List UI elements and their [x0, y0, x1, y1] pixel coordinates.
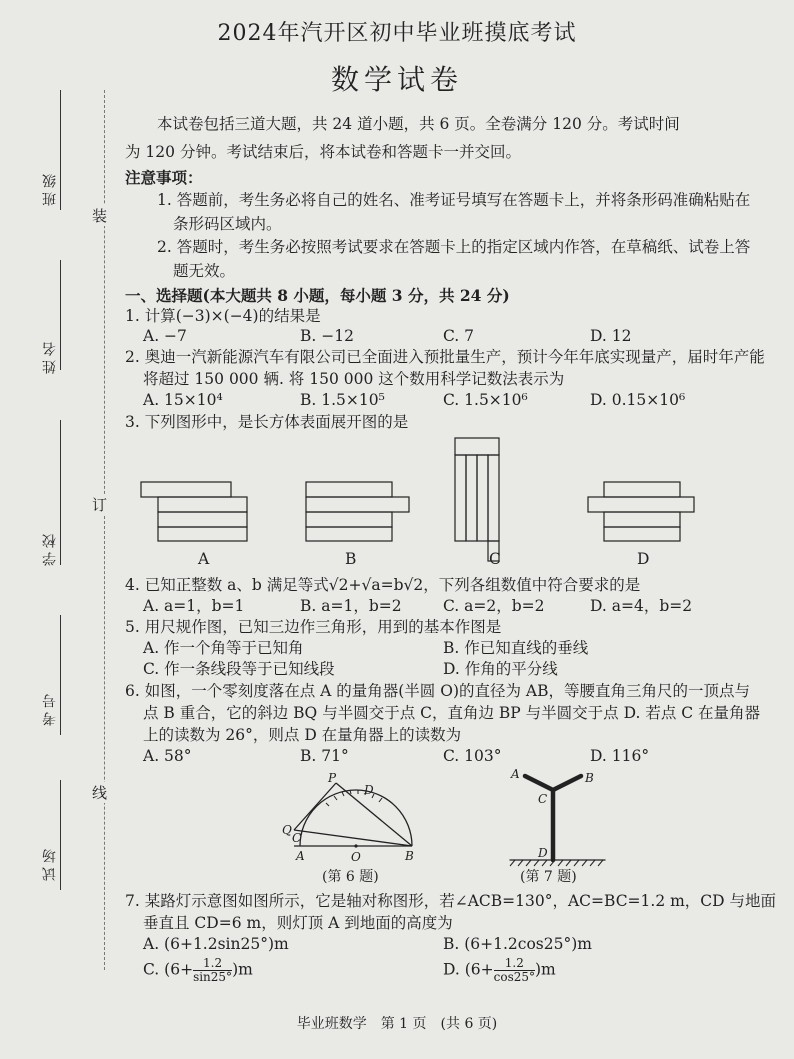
- net-figure-c: [455, 438, 499, 561]
- exam-number-field-line: [60, 615, 61, 735]
- right-angle-side-pq: [294, 783, 336, 830]
- school-label: 学校: [42, 530, 58, 566]
- question-6-option-b: B. 71°: [300, 747, 349, 765]
- question-5-option-d: D. 作角的平分线: [443, 660, 558, 678]
- binding-word-ding: 订: [92, 496, 108, 514]
- question-7-option-a: A. (6+1.2sin25°)m: [143, 935, 289, 953]
- question-2-option-a: A. 15×10⁴: [143, 391, 223, 409]
- question-5-option-b: B. 作已知直线的垂线: [443, 639, 589, 657]
- question-4-option-a: A. a=1，b=1: [143, 597, 245, 615]
- figure-6-label-o: O: [351, 850, 361, 864]
- question-2-option-b: B. 1.5×10⁵: [300, 391, 385, 409]
- class-label: 班级: [42, 170, 58, 206]
- center-point-o: [354, 844, 357, 847]
- question-3-label-a: A: [198, 550, 210, 568]
- figure-6-label-d: D: [364, 783, 374, 797]
- intro-line-1: 本试卷包括三道大题，共 24 道小题，共 6 页。全卷满分 120 分。考试时间: [157, 115, 680, 133]
- exam-room-field-line: [60, 780, 61, 890]
- question-5-option-a: A. 作一个角等于已知角: [143, 639, 304, 657]
- semicircle-arc: [300, 790, 412, 846]
- figure-6-protractor: [276, 770, 426, 870]
- exam-number-label: 考号: [42, 690, 58, 726]
- figure-6-label-q: Q: [282, 823, 292, 837]
- net-figure-d: [588, 482, 694, 541]
- note-1-line-2: 条形码区域内。: [173, 215, 282, 233]
- intro-line-2: 为 120 分钟。考试结束后，将本试卷和答题卡一并交回。: [125, 143, 521, 161]
- question-2-option-d: D. 0.15×10⁶: [590, 391, 686, 409]
- figure-6-label-c: C: [292, 831, 302, 845]
- question-7-option-c: C. (6+ $\frac{1.2}{\sin 25^\circ}$ )m: [143, 956, 253, 984]
- net-figure-b: [306, 482, 409, 541]
- name-field-line: [60, 260, 61, 370]
- question-4-option-d: D. a=4，b=2: [590, 597, 693, 615]
- figure-7-label-a: A: [511, 767, 520, 781]
- figure-7-caption: (第 7 题): [520, 869, 577, 885]
- name-label: 姓名: [42, 338, 58, 374]
- figure-7-label-c: C: [538, 792, 548, 806]
- question-3-label-d: D: [637, 550, 650, 568]
- question-3-label-c: C: [489, 550, 501, 568]
- question-2-line-2: 将超过 150 000 辆. 将 150 000 这个数用科学记数法表示为: [143, 370, 565, 388]
- figure-6-label-a: A: [296, 849, 305, 863]
- lamp-arm-ac: [525, 776, 553, 790]
- lamp-arm-bc: [553, 776, 581, 790]
- figure-6-label-p: P: [328, 771, 337, 785]
- figure-7-street-lamp: [505, 766, 610, 871]
- section-1-heading: 一、选择题(本大题共 8 小题，每小题 3 分，共 24 分): [125, 286, 510, 305]
- school-field-line: [60, 420, 61, 565]
- question-4-stem: 4. 已知正整数 a、b 满足等式√2+√a=b√2，下列各组数值中符合要求的是: [125, 576, 641, 594]
- question-6-line-3: 上的读数为 26°，则点 D 在量角器上的读数为: [143, 726, 462, 744]
- question-3-stem: 3. 下列图形中，是长方体表面展开图的是: [125, 413, 409, 431]
- question-6-option-d: D. 116°: [590, 747, 650, 765]
- question-6-line-1: 6. 如图，一个零刻度落在点 A 的量角器(半圆 O)的直径为 AB，等腰直角三角尺的一顶点与: [125, 682, 751, 700]
- question-7-line-2: 垂直且 CD=6 m，则灯顶 A 到地面的高度为: [143, 914, 453, 932]
- note-2-line-2: 题无效。: [173, 262, 236, 280]
- question-7-option-b: B. (6+1.2cos25°)m: [443, 935, 592, 953]
- figure-7-label-b: B: [585, 771, 594, 785]
- exam-subtitle: 数学试卷: [330, 63, 463, 96]
- exam-room-label: 试场: [42, 845, 58, 881]
- question-1-option-c: C. 7: [443, 327, 475, 345]
- figure-7-label-d: D: [538, 846, 548, 860]
- page-footer: 毕业班数学 第 1 页 (共 6 页): [296, 1016, 498, 1032]
- question-5-stem: 5. 用尺规作图，已知三边作三角形，用到的基本作图是: [125, 618, 502, 636]
- note-2-line-1: 2. 答题时，考生务必按照考试要求在答题卡上的指定区域内作答，在草稿纸、试卷上答: [157, 238, 751, 256]
- net-figure-a: [141, 482, 247, 541]
- question-7-line-1: 7. 某路灯示意图如图所示，它是轴对称图形，若∠ACB=130°，AC=BC=1.2 m，CD 与地面: [125, 892, 777, 910]
- question-1-option-d: D. 12: [590, 327, 632, 345]
- figure-6-label-b: B: [405, 849, 414, 863]
- binding-word-zhuang: 装: [92, 207, 108, 225]
- question-6-line-2: 点 B 重合，它的斜边 BQ 与半圆交于点 C，直角边 BP 与半圆交于点 D. 若点 C 在量角器: [143, 704, 761, 722]
- question-1-option-a: A. −7: [143, 327, 187, 345]
- question-4-option-c: C. a=2，b=2: [443, 597, 545, 615]
- question-3-figures: [130, 430, 710, 575]
- question-1-stem: 1. 计算(−3)×(−4)的结果是: [125, 307, 321, 325]
- note-1-line-1: 1. 答题前，考生务必将自己的姓名、准考证号填写在答题卡上，并将条形码准确粘贴在: [157, 191, 751, 209]
- question-7-option-d: D. (6+ $\frac{1.2}{\cos 25^\circ}$ )m: [443, 956, 556, 984]
- question-3-label-b: B: [345, 550, 357, 568]
- notes-heading: 注意事项：: [125, 168, 203, 187]
- hypotenuse-bq: [294, 830, 412, 846]
- figure-6-caption: (第 6 题): [322, 869, 379, 885]
- question-1-option-b: B. −12: [300, 327, 354, 345]
- binding-word-xian: 线: [92, 784, 108, 802]
- question-2-line-1: 2. 奥迪一汽新能源汽车有限公司已全面进入预批量生产，预计今年年底实现量产，届时年产能: [125, 348, 765, 366]
- question-6-option-a: A. 58°: [143, 747, 192, 765]
- question-2-option-c: C. 1.5×10⁶: [443, 391, 528, 409]
- question-5-option-c: C. 作一条线段等于已知线段: [143, 660, 335, 678]
- question-6-option-c: C. 103°: [443, 747, 502, 765]
- exam-title: 2024年汽开区初中毕业班摸底考试: [217, 21, 577, 46]
- class-field-line: [60, 90, 61, 210]
- question-4-option-b: B. a=1，b=2: [300, 597, 402, 615]
